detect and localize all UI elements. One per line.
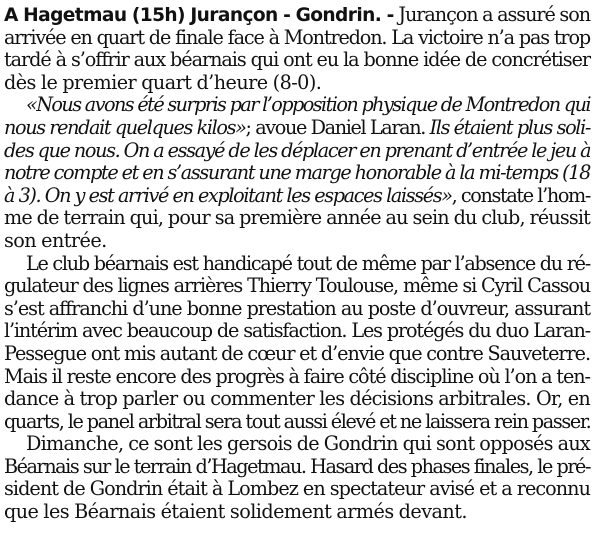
text-line <box>4 456 590 479</box>
text-segment: que les Béarnais étaient solidement armés devant. <box>4 500 467 524</box>
text-segment: Dimanche, ce sont les gersois de Gondrin qui sont opposés aux <box>26 432 590 456</box>
text-line <box>4 72 590 95</box>
text-segment: , constate l’hom- <box>451 183 591 207</box>
text-segment: s’est affranchi d’une bonne prestation au poste d’ouvreur, assurant <box>4 296 590 320</box>
quote-line <box>4 94 590 117</box>
text-line <box>4 298 590 321</box>
quote-line <box>4 140 590 163</box>
text-segment: Pessegue ont mis autant de cœur et d’envie que contre Sauveterre. <box>4 341 590 365</box>
text-line <box>4 253 590 276</box>
quote-line <box>4 185 590 208</box>
quote-line <box>4 117 590 140</box>
text-line <box>4 27 590 50</box>
quote-segment: des que nous. On a essayé de les déplacer en prenant d’entrée le jeu à <box>4 138 591 162</box>
text-line <box>4 343 590 366</box>
quote-segment: notre compte et en s’assurant une marge honorable à la mi-temps (18 <box>4 161 590 185</box>
text-segment: Béarnais sur le terrain d’Hagetmau. Hasard des phases finales, le pré- <box>4 454 590 478</box>
quote-segment: nous rendait quelques kilos» <box>4 115 246 139</box>
text-line <box>4 478 590 501</box>
text-line <box>4 433 590 456</box>
text-segment: ; avoue Daniel Laran. <box>245 115 430 139</box>
quote-segment: «Nous avons été surpris par l’opposition physique de Montredon qui <box>26 93 590 117</box>
text-segment: son entrée. <box>4 228 107 252</box>
text-segment: sident de Gondrin était à Lombez en spectateur avisé et a reconnu <box>4 477 590 501</box>
article-headline: A Hagetmau (15h) Jurançon - Gondrin. - <box>4 5 394 26</box>
text-line <box>4 207 590 230</box>
text-line <box>4 411 590 434</box>
article-body <box>4 4 590 524</box>
quote-segment: à 3). On y est arrivé en exploitant les espaces laissés» <box>4 183 452 207</box>
text-line <box>4 366 590 389</box>
text-line <box>4 49 590 72</box>
text-segment: Jurançon a assuré son <box>398 3 590 26</box>
text-segment: quarts, le panel arbitral sera tout aussi élevé et ne laissera rein passer. <box>4 409 591 433</box>
text-segment: arrivée en quart de finale face à Montredon. La victoire n’a pas trop <box>4 25 590 49</box>
text-segment: Le club béarnais est handicapé tout de même par l’absence du ré- <box>26 251 590 275</box>
text-line <box>4 275 590 298</box>
text-line <box>4 320 590 343</box>
text-segment: tardé à s’offrir aux béarnais qui ont eu la bonne idée de concrétiser <box>4 48 590 72</box>
text-segment: me de terrain qui, pour sa première année au sein du club, réussit <box>4 206 590 230</box>
headline-line <box>4 4 590 27</box>
text-segment: gulateur des lignes arrières Thierry Toulouse, même si Cyril Cassou <box>4 274 590 298</box>
text-line <box>4 230 590 253</box>
text-segment: l’intérim avec beaucoup de satisfaction. Les protégés du duo Laran- <box>4 319 590 343</box>
text-line <box>4 501 590 524</box>
text-line <box>4 388 590 411</box>
quote-segment: Ils étaient plus soli- <box>429 115 591 139</box>
text-segment: dès le premier quart d’heure (8-0). <box>4 70 322 94</box>
text-segment: Mais il reste encore des progrès à faire côté discipline où l’on a ten- <box>4 364 590 388</box>
quote-line <box>4 162 590 185</box>
text-segment: dance à trop parler ou commenter les décisions arbitrales. Or, en <box>4 387 590 411</box>
